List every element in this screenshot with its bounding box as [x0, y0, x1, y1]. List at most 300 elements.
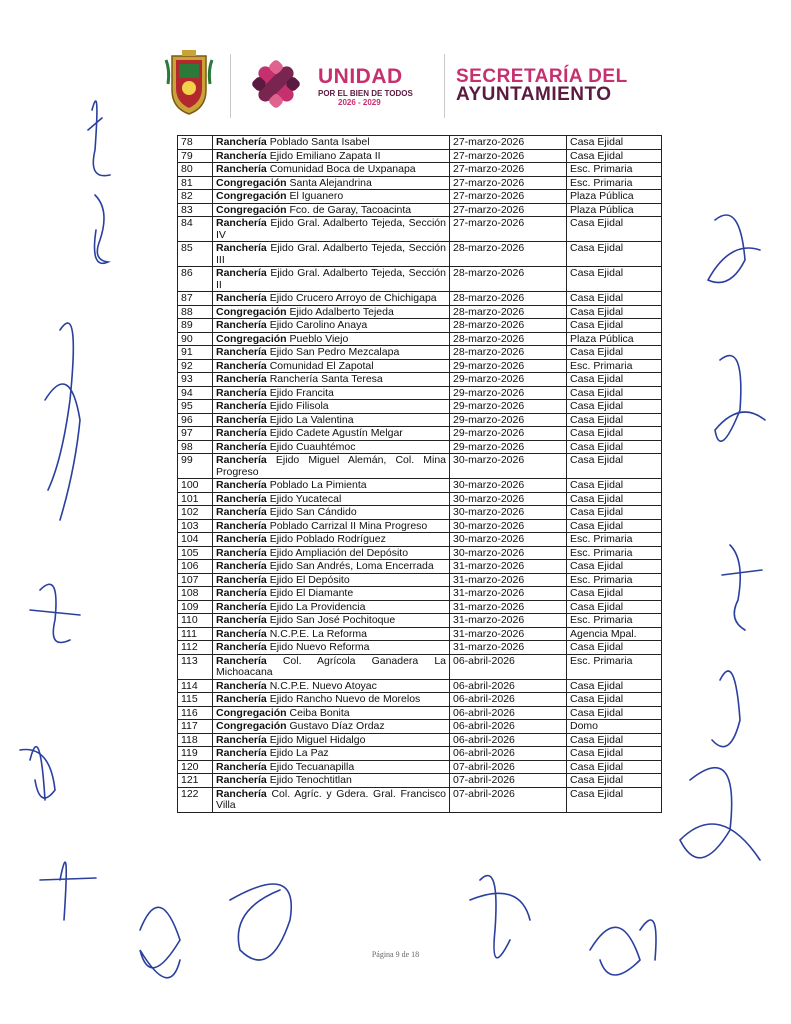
- table-row: [178, 400, 662, 414]
- venue-cell: Esc. Primaria: [567, 163, 662, 177]
- locality-cell: [213, 176, 450, 190]
- locality-cell: [213, 720, 450, 734]
- row-number: 119: [178, 747, 213, 761]
- table-row: [178, 747, 662, 761]
- venue-cell: Casa Ejidal: [567, 454, 662, 479]
- venue-cell: Casa Ejidal: [567, 600, 662, 614]
- table-row: [178, 190, 662, 204]
- venue-cell: Casa Ejidal: [567, 440, 662, 454]
- venue-cell: Esc. Primaria: [567, 533, 662, 547]
- venue-cell: Esc. Primaria: [567, 654, 662, 679]
- table-row: [178, 573, 662, 587]
- row-number: 109: [178, 600, 213, 614]
- venue-cell: Casa Ejidal: [567, 267, 662, 292]
- venue-cell: Casa Ejidal: [567, 427, 662, 441]
- locality-name: Ejido El Depósito: [269, 573, 350, 586]
- date-cell: 29-marzo-2026: [450, 427, 567, 441]
- date-cell: 30-marzo-2026: [450, 454, 567, 479]
- locality-cell: [213, 760, 450, 774]
- locality-cell: [213, 479, 450, 493]
- locality-cell: [213, 693, 450, 707]
- locality-type: Ranchería: [216, 679, 267, 692]
- date-cell: 06-abril-2026: [450, 733, 567, 747]
- locality-name: Ranchería Santa Teresa: [269, 373, 383, 385]
- locality-name: El Iguanero: [289, 190, 344, 202]
- locality-type: Ranchería: [216, 747, 267, 759]
- locality-name: Ejido La Paz: [269, 747, 329, 759]
- date-cell: 06-abril-2026: [450, 720, 567, 734]
- locality-name: Pueblo Viejo: [289, 332, 349, 345]
- row-number: 84: [178, 217, 213, 242]
- locality-type: Ranchería: [216, 614, 267, 626]
- table-row: [178, 733, 662, 747]
- locality-name: Ejido Crucero Arroyo de Chichigapa: [269, 292, 437, 304]
- table-row: [178, 346, 662, 360]
- locality-name: Comunidad El Zapotal: [269, 359, 374, 372]
- locality-name: Poblado Carrizal II Mina Progreso: [269, 519, 428, 532]
- locality-cell: [213, 149, 450, 163]
- locality-type: Ranchería: [216, 149, 267, 162]
- table-row: [178, 427, 662, 441]
- row-number: 101: [178, 492, 213, 506]
- locality-cell: [213, 305, 450, 319]
- date-cell: 31-marzo-2026: [450, 560, 567, 574]
- locality-type: Ranchería: [216, 217, 267, 229]
- locality-type: Ranchería: [216, 440, 267, 453]
- locality-cell: [213, 413, 450, 427]
- row-number: 105: [178, 546, 213, 560]
- locality-name: Ejido Gral. Adalberto Tejeda, Sección IV: [216, 217, 446, 241]
- locality-type: Ranchería: [216, 587, 267, 599]
- office-title-line2: AYUNTAMIENTO: [456, 84, 612, 105]
- venue-cell: Casa Ejidal: [567, 217, 662, 242]
- venue-cell: Casa Ejidal: [567, 413, 662, 427]
- locality-cell: [213, 359, 450, 373]
- date-cell: 28-marzo-2026: [450, 332, 567, 346]
- date-cell: 30-marzo-2026: [450, 546, 567, 560]
- venue-cell: Casa Ejidal: [567, 149, 662, 163]
- locality-type: Ranchería: [216, 242, 267, 254]
- venue-cell: Casa Ejidal: [567, 492, 662, 506]
- locality-cell: [213, 641, 450, 655]
- row-number: 88: [178, 305, 213, 319]
- venue-cell: Casa Ejidal: [567, 641, 662, 655]
- locality-type: Ranchería: [216, 573, 267, 586]
- signature-mark: [45, 323, 80, 520]
- brand-word: UNIDAD: [318, 65, 403, 88]
- row-number: 95: [178, 400, 213, 414]
- venue-cell: Casa Ejidal: [567, 774, 662, 788]
- locality-type: Ranchería: [216, 519, 267, 532]
- locality-cell: [213, 242, 450, 267]
- date-cell: 07-abril-2026: [450, 787, 567, 812]
- locality-name: Gustavo Díaz Ordaz: [289, 720, 385, 732]
- signature-mark: [590, 920, 656, 975]
- page-header: [160, 46, 640, 126]
- date-cell: 07-abril-2026: [450, 774, 567, 788]
- date-cell: 06-abril-2026: [450, 747, 567, 761]
- table-row: [178, 533, 662, 547]
- signature-mark: [722, 545, 762, 630]
- table-row: [178, 386, 662, 400]
- locality-name: Ejido La Providencia: [269, 600, 366, 613]
- venue-cell: Casa Ejidal: [567, 386, 662, 400]
- venue-cell: Esc. Primaria: [567, 176, 662, 190]
- locality-cell: [213, 400, 450, 414]
- municipal-coat-of-arms-icon: [164, 50, 214, 116]
- locality-type: Ranchería: [216, 600, 267, 613]
- table-row: [178, 774, 662, 788]
- locality-type: Ranchería: [216, 479, 267, 491]
- signature-mark: [88, 101, 110, 176]
- table-row: [178, 519, 662, 533]
- locality-name: Ejido Ampliación del Depósito: [269, 546, 409, 559]
- table-row: [178, 614, 662, 628]
- locality-cell: [213, 706, 450, 720]
- locality-cell: [213, 386, 450, 400]
- venue-cell: Casa Ejidal: [567, 479, 662, 493]
- locality-cell: [213, 587, 450, 601]
- venue-cell: Casa Ejidal: [567, 292, 662, 306]
- locality-name: Ejido San Cándido: [269, 506, 357, 518]
- table-row: [178, 693, 662, 707]
- locality-cell: [213, 163, 450, 177]
- date-cell: 06-abril-2026: [450, 654, 567, 679]
- locality-name: Ejido Rancho Nuevo de Morelos: [269, 693, 421, 705]
- row-number: 122: [178, 787, 213, 812]
- date-cell: 31-marzo-2026: [450, 614, 567, 628]
- locality-name: Ejido San Pedro Mezcalapa: [269, 346, 400, 358]
- locality-type: Ranchería: [216, 733, 267, 746]
- venue-cell: Esc. Primaria: [567, 614, 662, 628]
- venue-cell: Casa Ejidal: [567, 747, 662, 761]
- locality-cell: [213, 492, 450, 506]
- table-row: [178, 373, 662, 387]
- locality-type: Ranchería: [216, 427, 267, 439]
- table-row: [178, 176, 662, 190]
- locality-type: Congregación: [216, 190, 287, 202]
- locality-cell: [213, 427, 450, 441]
- row-number: 99: [178, 454, 213, 479]
- table-row: [178, 454, 662, 479]
- date-cell: 28-marzo-2026: [450, 242, 567, 267]
- locality-type: Ranchería: [216, 654, 267, 667]
- row-number: 80: [178, 163, 213, 177]
- locality-type: Ranchería: [216, 163, 267, 175]
- date-cell: 07-abril-2026: [450, 760, 567, 774]
- locality-type: Congregación: [216, 176, 287, 189]
- locality-name: Ejido Miguel Alemán, Col. Mina Progreso: [216, 454, 446, 478]
- date-cell: 30-marzo-2026: [450, 519, 567, 533]
- locality-name: Ceiba Bonita: [289, 706, 350, 719]
- venue-cell: Casa Ejidal: [567, 136, 662, 150]
- signature-mark: [230, 884, 291, 960]
- unidad-brand: [318, 66, 428, 107]
- locality-type: Ranchería: [216, 373, 267, 385]
- row-number: 93: [178, 373, 213, 387]
- locality-name: Comunidad Boca de Uxpanapa: [269, 163, 416, 175]
- row-number: 108: [178, 587, 213, 601]
- brand-subtitle: POR EL BIEN DE TODOS: [318, 89, 413, 98]
- date-cell: 28-marzo-2026: [450, 267, 567, 292]
- signature-mark: [712, 671, 740, 747]
- row-number: 96: [178, 413, 213, 427]
- row-number: 91: [178, 346, 213, 360]
- table-row: [178, 479, 662, 493]
- row-number: 104: [178, 533, 213, 547]
- signature-mark: [715, 356, 765, 442]
- locality-cell: [213, 519, 450, 533]
- table-row: [178, 332, 662, 346]
- row-number: 86: [178, 267, 213, 292]
- venue-cell: Casa Ejidal: [567, 679, 662, 693]
- locality-name: Ejido Cuauhtémoc: [269, 440, 356, 453]
- locality-type: Ranchería: [216, 454, 267, 466]
- table-row: [178, 506, 662, 520]
- signature-mark: [708, 215, 760, 283]
- locality-cell: [213, 573, 450, 587]
- venue-cell: Casa Ejidal: [567, 706, 662, 720]
- locality-name: Ejido Carolino Anaya: [269, 319, 368, 331]
- locality-name: Ejido Gral. Adalberto Tejeda, Sección III: [216, 242, 446, 266]
- row-number: 107: [178, 573, 213, 587]
- locality-name: Ejido San Andrés, Loma Encerrada: [269, 560, 434, 572]
- row-number: 121: [178, 774, 213, 788]
- date-cell: 29-marzo-2026: [450, 400, 567, 414]
- locality-name: Ejido Tenochtitlan: [269, 774, 352, 786]
- date-cell: 27-marzo-2026: [450, 163, 567, 177]
- table-row: [178, 760, 662, 774]
- row-number: 79: [178, 149, 213, 163]
- table-row: [178, 203, 662, 217]
- locality-cell: [213, 774, 450, 788]
- venue-cell: Casa Ejidal: [567, 693, 662, 707]
- locality-name: Ejido Emiliano Zapata II: [269, 149, 381, 162]
- locality-cell: [213, 546, 450, 560]
- venue-cell: Casa Ejidal: [567, 373, 662, 387]
- office-title: [456, 68, 628, 104]
- date-cell: 27-marzo-2026: [450, 176, 567, 190]
- signature-mark: [95, 195, 109, 263]
- row-number: 92: [178, 359, 213, 373]
- venue-cell: Agencia Mpal.: [567, 627, 662, 641]
- row-number: 114: [178, 679, 213, 693]
- locality-cell: [213, 614, 450, 628]
- header-divider: [230, 54, 231, 118]
- venue-cell: Plaza Pública: [567, 203, 662, 217]
- locality-cell: [213, 679, 450, 693]
- date-cell: 31-marzo-2026: [450, 573, 567, 587]
- table-row: [178, 217, 662, 242]
- row-number: 89: [178, 319, 213, 333]
- venue-cell: Casa Ejidal: [567, 787, 662, 812]
- row-number: 81: [178, 176, 213, 190]
- locality-name: Ejido Filisola: [269, 400, 329, 412]
- date-cell: 29-marzo-2026: [450, 386, 567, 400]
- venue-cell: Esc. Primaria: [567, 546, 662, 560]
- page-number: Página 9 de 18: [371, 950, 420, 959]
- row-number: 98: [178, 440, 213, 454]
- brand-years: 2026 - 2029: [338, 98, 381, 107]
- locality-name: Ejido Gral. Adalberto Tejeda, Sección II: [216, 267, 446, 291]
- locality-cell: [213, 217, 450, 242]
- date-cell: 27-marzo-2026: [450, 149, 567, 163]
- date-cell: 31-marzo-2026: [450, 627, 567, 641]
- locality-cell: [213, 319, 450, 333]
- locality-cell: [213, 533, 450, 547]
- table-row: [178, 305, 662, 319]
- row-number: 103: [178, 519, 213, 533]
- locality-name: Santa Alejandrina: [289, 176, 372, 189]
- row-number: 87: [178, 292, 213, 306]
- table-row: [178, 413, 662, 427]
- locality-name: Ejido El Diamante: [269, 587, 354, 599]
- locality-cell: [213, 600, 450, 614]
- row-number: 120: [178, 760, 213, 774]
- locality-name: Col. Agrícola Ganadera La Michoacana: [216, 654, 446, 678]
- locality-type: Ranchería: [216, 533, 267, 545]
- venue-cell: Casa Ejidal: [567, 400, 662, 414]
- venue-cell: Casa Ejidal: [567, 560, 662, 574]
- locality-type: Congregación: [216, 203, 287, 216]
- locality-cell: [213, 747, 450, 761]
- date-cell: 28-marzo-2026: [450, 292, 567, 306]
- locality-name: Ejido Yucatecal: [269, 492, 342, 505]
- venue-cell: Casa Ejidal: [567, 760, 662, 774]
- locality-name: Poblado La Pimienta: [269, 479, 367, 491]
- locality-name: Ejido La Valentina: [269, 413, 354, 426]
- venue-cell: Casa Ejidal: [567, 519, 662, 533]
- date-cell: 27-marzo-2026: [450, 203, 567, 217]
- venue-cell: Casa Ejidal: [567, 506, 662, 520]
- locality-cell: [213, 332, 450, 346]
- locality-cell: [213, 267, 450, 292]
- locality-type: Ranchería: [216, 787, 267, 800]
- signature-mark: [680, 768, 760, 860]
- date-cell: 30-marzo-2026: [450, 506, 567, 520]
- table-row: [178, 787, 662, 812]
- assembly-schedule-table: [177, 135, 662, 813]
- row-number: 110: [178, 614, 213, 628]
- locality-type: Ranchería: [216, 492, 267, 505]
- table-row: [178, 149, 662, 163]
- signature-mark: [140, 907, 180, 978]
- locality-cell: [213, 190, 450, 204]
- table-row: [178, 546, 662, 560]
- locality-type: Ranchería: [216, 359, 267, 372]
- row-number: 90: [178, 332, 213, 346]
- row-number: 83: [178, 203, 213, 217]
- table-row: [178, 706, 662, 720]
- venue-cell: Esc. Primaria: [567, 359, 662, 373]
- locality-type: Congregación: [216, 332, 287, 345]
- unidad-knot-logo-icon: [246, 56, 306, 112]
- locality-name: Fco. de Garay, Tacoacinta: [289, 203, 412, 216]
- row-number: 106: [178, 560, 213, 574]
- venue-cell: Casa Ejidal: [567, 305, 662, 319]
- table-row: [178, 440, 662, 454]
- locality-cell: [213, 346, 450, 360]
- locality-cell: [213, 787, 450, 812]
- locality-name: N.C.P.E. La Reforma: [269, 627, 367, 640]
- locality-cell: [213, 292, 450, 306]
- table-row: [178, 600, 662, 614]
- locality-cell: [213, 373, 450, 387]
- locality-type: Ranchería: [216, 400, 267, 412]
- locality-name: Ejido Nuevo Reforma: [269, 641, 370, 653]
- table-row: [178, 654, 662, 679]
- date-cell: 30-marzo-2026: [450, 479, 567, 493]
- table-row: [178, 319, 662, 333]
- locality-cell: [213, 440, 450, 454]
- locality-name: Col. Agríc. y Gdera. Gral. Francisco Villa: [216, 787, 447, 811]
- date-cell: 06-abril-2026: [450, 706, 567, 720]
- locality-type: Ranchería: [216, 292, 267, 304]
- table-row: [178, 627, 662, 641]
- date-cell: 30-marzo-2026: [450, 492, 567, 506]
- venue-cell: Plaza Pública: [567, 190, 662, 204]
- row-number: 116: [178, 706, 213, 720]
- date-cell: 29-marzo-2026: [450, 413, 567, 427]
- locality-cell: [213, 136, 450, 150]
- locality-name: Ejido Francita: [269, 386, 334, 399]
- row-number: 112: [178, 641, 213, 655]
- date-cell: 28-marzo-2026: [450, 346, 567, 360]
- table-row: [178, 267, 662, 292]
- date-cell: 29-marzo-2026: [450, 440, 567, 454]
- table-row: [178, 492, 662, 506]
- table-row: [178, 242, 662, 267]
- locality-name: Ejido Miguel Hidalgo: [269, 733, 366, 746]
- venue-cell: Domo: [567, 720, 662, 734]
- date-cell: 31-marzo-2026: [450, 587, 567, 601]
- date-cell: 29-marzo-2026: [450, 359, 567, 373]
- header-divider: [444, 54, 445, 118]
- date-cell: 31-marzo-2026: [450, 600, 567, 614]
- row-number: 115: [178, 693, 213, 707]
- row-number: 94: [178, 386, 213, 400]
- locality-type: Congregación: [216, 720, 287, 732]
- locality-type: Ranchería: [216, 136, 267, 148]
- locality-name: Ejido Adalberto Tejeda: [289, 305, 394, 318]
- locality-name: Poblado Santa Isabel: [269, 136, 370, 148]
- venue-cell: Casa Ejidal: [567, 587, 662, 601]
- date-cell: 30-marzo-2026: [450, 533, 567, 547]
- signature-mark: [20, 747, 55, 800]
- venue-cell: Casa Ejidal: [567, 319, 662, 333]
- row-number: 118: [178, 733, 213, 747]
- row-number: 117: [178, 720, 213, 734]
- office-title-line1: SECRETARÍA DEL: [456, 66, 628, 87]
- date-cell: 06-abril-2026: [450, 693, 567, 707]
- row-number: 111: [178, 627, 213, 641]
- schedule-table-body: [178, 136, 662, 813]
- date-cell: 31-marzo-2026: [450, 641, 567, 655]
- locality-cell: [213, 506, 450, 520]
- locality-type: Ranchería: [216, 627, 267, 640]
- locality-type: Ranchería: [216, 774, 267, 786]
- locality-type: Ranchería: [216, 413, 267, 426]
- locality-type: Ranchería: [216, 319, 267, 331]
- date-cell: 27-marzo-2026: [450, 217, 567, 242]
- locality-name: Ejido Cadete Agustín Melgar: [269, 427, 403, 439]
- table-row: [178, 560, 662, 574]
- locality-type: Ranchería: [216, 267, 267, 279]
- locality-type: Ranchería: [216, 641, 267, 653]
- signature-mark: [470, 876, 530, 958]
- locality-type: Ranchería: [216, 760, 267, 773]
- row-number: 78: [178, 136, 213, 150]
